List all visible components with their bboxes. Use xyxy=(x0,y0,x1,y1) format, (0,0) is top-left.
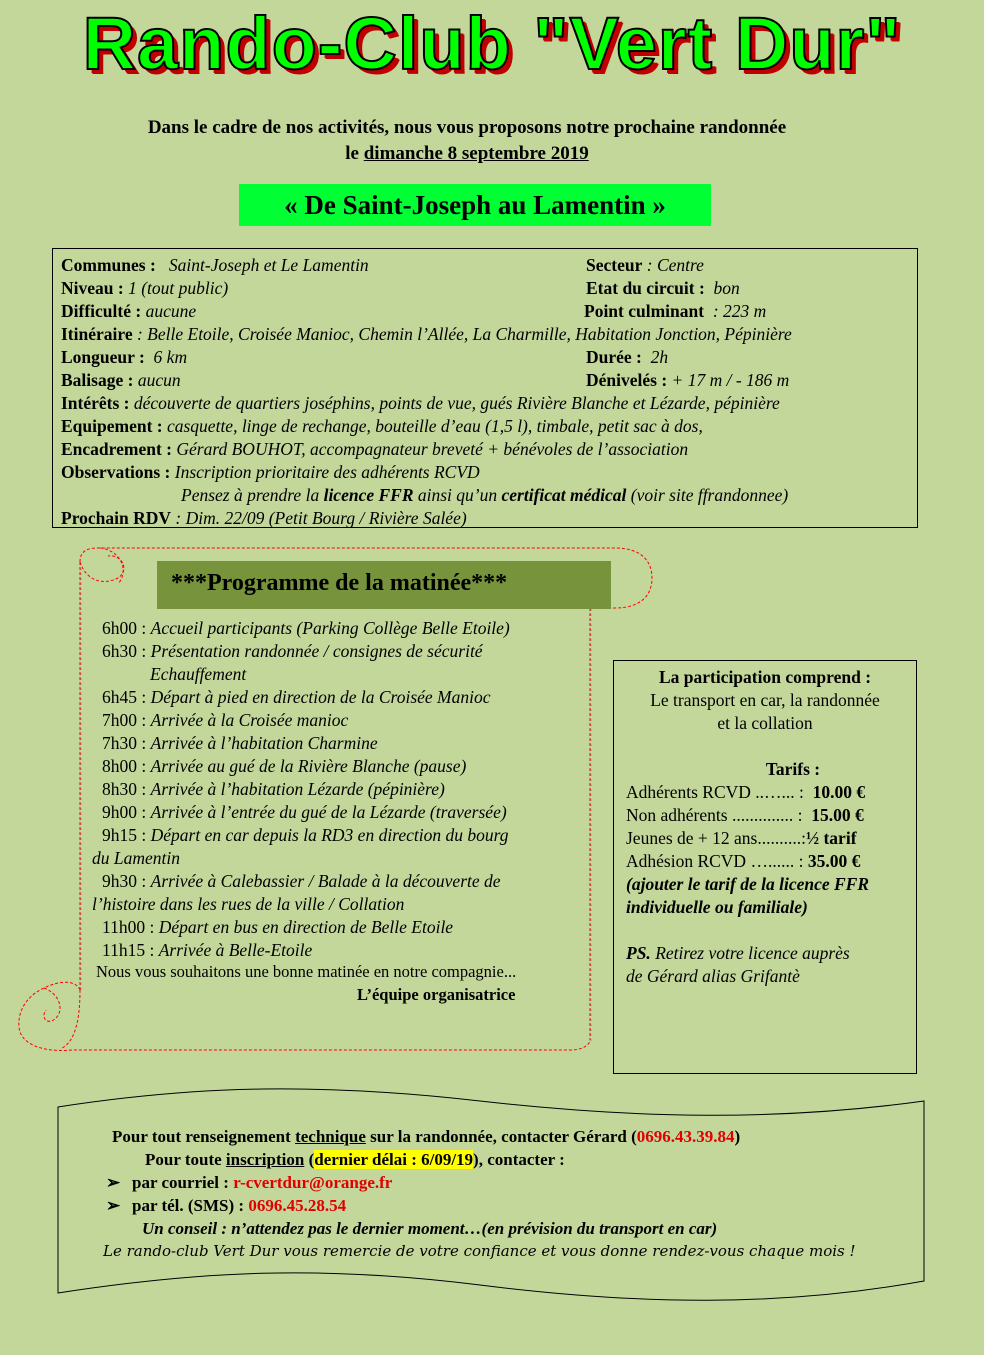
info-duree xyxy=(586,346,668,369)
contact-phone-sms: 0696.45.28.54 xyxy=(248,1196,347,1215)
contact-line-phone xyxy=(60,1194,920,1217)
contact-email-link[interactable]: r-cvertdur@orange.fr xyxy=(233,1173,393,1192)
arrow-bullet-icon: ➢ xyxy=(106,1173,121,1192)
obs2-a: Pensez à prendre la xyxy=(181,485,324,505)
programme-item: 8h00 : Arrivée au gué de la Rivière Blanche (pause) xyxy=(102,756,467,776)
programme-item xyxy=(92,893,582,916)
tarif-value: 15.00 € xyxy=(811,805,864,825)
ps-text: Retirez votre licence auprès xyxy=(650,943,850,963)
tarif-value: ½ tarif xyxy=(805,828,857,848)
contact-line-email xyxy=(60,1171,920,1194)
programme-item: 6h00 : Accueil participants (Parking Collège Belle Etoile) xyxy=(102,618,510,638)
denivele-label: Dénivelés : xyxy=(586,370,668,390)
intro-text xyxy=(0,115,934,167)
programme-time: 6h30 xyxy=(102,641,137,661)
programme-item: 9h15 : Départ en car depuis la RD3 en direction du bourg xyxy=(102,825,509,845)
programme-item xyxy=(92,663,582,686)
tarif-label: Non adhérents .............. : xyxy=(626,805,803,825)
info-point-culminant xyxy=(584,300,766,323)
contact-section xyxy=(60,1125,920,1263)
rdv-value: : Dim. 22/09 (Petit Bourg / Rivière Salée) xyxy=(175,508,467,528)
point-label: Point culminant xyxy=(584,301,705,321)
equipement-label: Equipement : xyxy=(61,416,163,436)
info-communes xyxy=(61,254,369,277)
contact-text: ), contacter : xyxy=(473,1150,565,1169)
tarifs-title: Tarifs : xyxy=(765,759,821,779)
programme-text: Présentation randonnée / consignes de sécurité xyxy=(150,641,483,661)
programme-time: 9h30 xyxy=(102,871,137,891)
niveau-label: Niveau : xyxy=(61,278,124,298)
etat-label: Etat du circuit : xyxy=(586,278,705,298)
programme-text: Arrivée à l’habitation Charmine xyxy=(150,733,378,753)
programme-signature: L’équipe organisatrice xyxy=(357,985,516,1004)
contact-phone-label: par tél. (SMS) : xyxy=(132,1196,245,1215)
programme-time: 6h00 xyxy=(102,618,137,638)
interets-label: Intérêts : xyxy=(61,393,130,413)
arrow-bullet-icon: ➢ xyxy=(106,1196,121,1215)
programme-item: 11h15 : Arrivée à Belle-Etoile xyxy=(102,940,313,960)
itineraire-value: : Belle Etoile, Croisée Manioc, Chemin l’Allée, La Charmille, Habitation Jonction, Pépinière xyxy=(136,324,792,344)
obs2-licence: licence FFR xyxy=(323,485,414,505)
info-secteur xyxy=(586,254,704,277)
contact-text: Pour tout renseignement xyxy=(112,1127,296,1146)
intro-date-prefix: le xyxy=(345,143,364,164)
communes-value: Saint-Joseph et Le Lamentin xyxy=(168,255,369,275)
programme-item: 8h30 : Arrivée à l’habitation Lézarde (pépinière) xyxy=(102,779,445,799)
secteur-value: : Centre xyxy=(646,255,704,275)
programme-text: Arrivée à l’entrée du gué de la Lézarde (traversée) xyxy=(150,802,507,822)
programme-item: 6h30 : Présentation randonnée / consignes de sécurité xyxy=(102,641,483,661)
obs2-e: (voir site ffrandonnee) xyxy=(626,485,789,505)
info-interets xyxy=(61,392,780,415)
intro-line-2 xyxy=(0,141,934,167)
tarif-label: Adhésion RCVD …...... : xyxy=(626,851,804,871)
balisage-value: aucun xyxy=(137,370,181,390)
programme-time: 6h45 xyxy=(102,687,137,707)
programme-item: 9h00 : Arrivée à l’entrée du gué de la Lézarde (traversée) xyxy=(102,802,507,822)
contact-phone-gerard: 0696.43.39.84 xyxy=(636,1127,735,1146)
tarif-value: 10.00 € xyxy=(812,782,866,802)
programme-time: 9h00 xyxy=(102,802,137,822)
programme-text: Arrivée à la Croisée manioc xyxy=(150,710,349,730)
tarif-jeunes xyxy=(626,827,857,850)
contact-line-2 xyxy=(60,1148,920,1171)
programme-text: Arrivée au gué de la Rivière Blanche (pause) xyxy=(150,756,467,776)
info-etat xyxy=(586,277,740,300)
programme-time: 9h15 xyxy=(102,825,137,845)
obs2-c: ainsi qu’un xyxy=(413,485,502,505)
programme-item: 11h00 : Départ en bus en direction de Belle Etoile xyxy=(102,917,454,937)
communes-label: Communes : xyxy=(61,255,156,275)
info-encadrement xyxy=(61,438,688,461)
encadrement-label: Encadrement : xyxy=(61,439,172,459)
info-observations xyxy=(61,461,480,484)
contact-text: ( xyxy=(304,1150,315,1169)
info-itineraire xyxy=(61,323,792,346)
etat-value: bon xyxy=(713,278,740,298)
programme-text: du Lamentin xyxy=(92,848,180,868)
tarif-adhesion xyxy=(626,850,860,873)
contact-inscription: inscription xyxy=(225,1150,305,1169)
programme-list xyxy=(92,617,582,962)
contact-deadline: dernier délai : 6/09/19 xyxy=(314,1150,474,1169)
info-rdv xyxy=(61,507,467,530)
longueur-label: Longueur : xyxy=(61,347,145,367)
difficulte-label: Difficulté : xyxy=(61,301,142,321)
tarif-adherents xyxy=(626,781,865,804)
participation-title: La participation comprend : xyxy=(658,667,872,687)
contact-line-1 xyxy=(60,1125,920,1148)
ps-line-1 xyxy=(626,942,850,965)
programme-wish: Nous vous souhaitons une bonne matinée en notre compagnie... xyxy=(96,962,517,981)
programme-text: Départ en car depuis la RD3 en direction du bourg xyxy=(150,825,509,845)
intro-date: dimanche 8 septembre 2019 xyxy=(363,143,589,164)
programme-item xyxy=(92,847,582,870)
observations-label: Observations : xyxy=(61,462,171,482)
programme-time: 8h30 xyxy=(102,779,137,799)
tarif-value: 35.00 € xyxy=(807,851,861,871)
programme-text: Arrivée à Calebassier / Balade à la découverte de xyxy=(150,871,501,891)
programme-time: 7h00 xyxy=(102,710,137,730)
info-niveau xyxy=(61,277,228,300)
ps-label: PS. xyxy=(626,943,651,963)
obs2-certificat: certificat médical xyxy=(501,485,627,505)
contact-text: Pour toute xyxy=(145,1150,226,1169)
programme-item: 7h00 : Arrivée à la Croisée manioc xyxy=(102,710,349,730)
secteur-label: Secteur xyxy=(586,255,643,275)
tarif-note-1: (ajouter le tarif de la licence FFR xyxy=(626,874,870,894)
balisage-label: Balisage : xyxy=(61,370,134,390)
contact-thanks: Le rando-club Vert Dur vous remercie de votre confiance et vous donne rendez-vous chaque mois ! xyxy=(103,1242,856,1260)
encadrement-value: Gérard BOUHOT, accompagnateur breveté + bénévoles de l’association xyxy=(176,439,689,459)
tarif-label: Adhérents RCVD ..…... : xyxy=(626,782,804,802)
contact-technique: technique xyxy=(295,1127,366,1146)
programme-text: Départ en bus en direction de Belle Etoile xyxy=(158,917,454,937)
programme-time: 11h15 xyxy=(102,940,146,960)
tarif-non-adherents xyxy=(626,804,864,827)
hike-info-box xyxy=(52,248,918,528)
programme-text: Arrivée à Belle-Etoile xyxy=(158,940,313,960)
intro-line-1: Dans le cadre de nos activités, nous vous proposons notre prochaine randonnée xyxy=(147,117,787,138)
programme-text: Echauffement xyxy=(150,664,247,684)
info-difficulte xyxy=(61,300,196,323)
programme-item: 9h30 : Arrivée à Calebassier / Balade à la découverte de xyxy=(102,871,501,891)
rdv-label: Prochain RDV xyxy=(61,508,172,528)
page-title: Rando-Club "Vert Dur" xyxy=(82,2,902,85)
programme-item: 7h30 : Arrivée à l’habitation Charmine xyxy=(102,733,378,753)
contact-text: ) xyxy=(734,1127,741,1146)
itineraire-label: Itinéraire xyxy=(61,324,133,344)
contact-email-label: par courriel : xyxy=(132,1173,229,1192)
programme-text: Arrivée à l’habitation Lézarde (pépinière) xyxy=(150,779,445,799)
programme-text: Accueil participants (Parking Collège Belle Etoile) xyxy=(150,618,510,638)
tarif-label: Jeunes de + 12 ans..........: xyxy=(626,828,806,848)
info-observations-2 xyxy=(181,484,788,507)
hike-title: « De Saint-Joseph au Lamentin » xyxy=(239,184,711,226)
participation-line-1: Le transport en car, la randonnée xyxy=(650,690,880,710)
point-value: : 223 m xyxy=(712,301,767,321)
programme-time: 7h30 xyxy=(102,733,137,753)
duree-label: Durée : xyxy=(586,347,642,367)
programme-time: 8h00 xyxy=(102,756,137,776)
programme-title: ***Programme de la matinée*** xyxy=(157,561,611,609)
programme-time: 11h00 xyxy=(102,917,146,937)
programme-text: Départ à pied en direction de la Croisée Manioc xyxy=(150,687,491,707)
participation-line-2: et la collation xyxy=(717,713,813,733)
difficulte-value: aucune xyxy=(145,301,197,321)
programme-text: l’histoire dans les rues de la ville / Collation xyxy=(92,894,405,914)
contact-advice: Un conseil : n’attendez pas le dernier moment…(en prévision du transport en car) xyxy=(142,1219,718,1238)
duree-value: 2h xyxy=(650,347,669,367)
programme-item: 6h45 : Départ à pied en direction de la Croisée Manioc xyxy=(102,687,491,707)
info-longueur xyxy=(61,346,187,369)
ps-line-2: de Gérard alias Grifantè xyxy=(626,966,800,986)
interets-value: découverte de quartiers joséphins, points de vue, gués Rivière Blanche et Lézarde, pépinière xyxy=(133,393,780,413)
info-denivele xyxy=(586,369,789,392)
tarif-note-2: individuelle ou familiale) xyxy=(626,897,808,917)
denivele-value: + 17 m / - 186 m xyxy=(671,370,790,390)
equipement-value: casquette, linge de rechange, bouteille d’eau (1,5 l), timbale, petit sac à dos, xyxy=(166,416,703,436)
observations-value: Inscription prioritaire des adhérents RCVD xyxy=(174,462,480,482)
info-equipement xyxy=(61,415,703,438)
contact-text: sur la randonnée, contacter Gérard ( xyxy=(365,1127,637,1146)
niveau-value: 1 (tout public) xyxy=(128,278,229,298)
longueur-value: 6 km xyxy=(153,347,188,367)
participation-box xyxy=(613,660,917,1074)
info-balisage xyxy=(61,369,181,392)
